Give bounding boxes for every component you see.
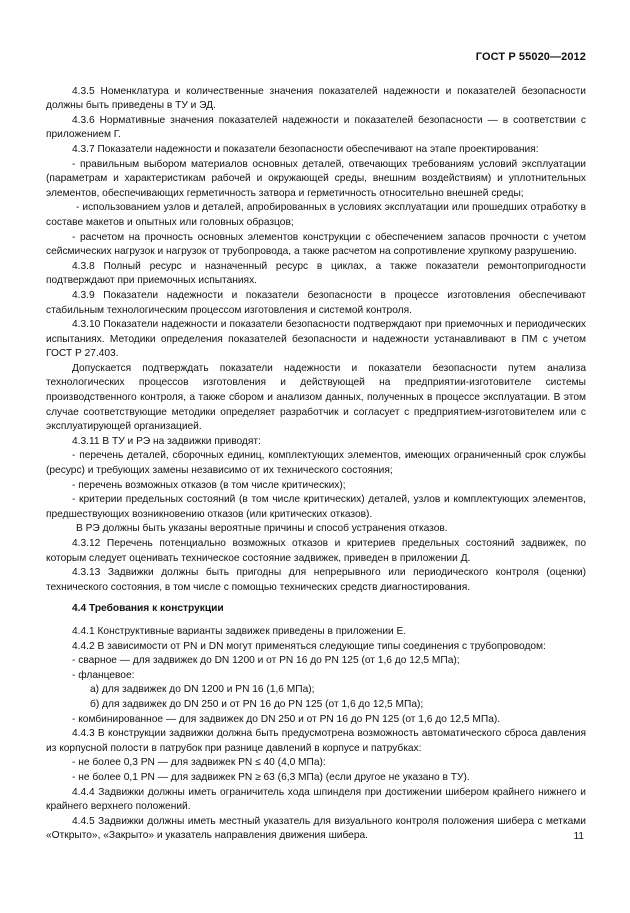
- list-item: - комбинированное — для задвижек до DN 250 и от PN 16 до PN 125 (от 1,6 до 12,5 МПа).: [72, 713, 501, 725]
- paragraph-4-4-2: 4.4.2 В зависимости от PN и DN могут применяться следующие типы соединения с трубопроводом:: [72, 640, 546, 652]
- paragraph-4-3-6: 4.3.6 Нормативные значения показателей надежности и показателей безопасности — в соответствии с приложением Г.: [46, 114, 586, 141]
- list-item: - не более 0,3 PN — для задвижек PN ≤ 40 (4,0 МПа):: [72, 757, 326, 769]
- paragraph-allowance: Допускается подтверждать показатели надежности и показатели безопасности путем анализа технологических процессов изготовления и действующей на предприятии-изготовителе системы производственного контроля, а также сбором и анализом данных, полученных в процессе эксплуатации. В этом случае соответствующие методики определяет разработчик и согласует с предприятием-изготовителем или с эксплуатирующей организацией.: [46, 362, 586, 433]
- list-item: - перечень деталей, сборочных единиц, комплектующих элементов, имеющих ограниченный срок службы (ресурс) и требующих замены независимо от их технического состояния;: [46, 450, 586, 477]
- sub-list-item: б) для задвижек до DN 250 и от PN 16 до PN 125 (от 1,6 до 12,5 МПа);: [90, 698, 424, 710]
- list-item: - фланцевое:: [72, 669, 135, 681]
- paragraph-4-3-8: 4.3.8 Полный ресурс и назначенный ресурс в циклах, а также показатели ремонтопригодности подтверждают при приемочных испытаниях.: [46, 260, 586, 287]
- paragraph-4-3-12: 4.3.12 Перечень потенциально возможных отказов и критериев предельных состояний задвижек, по которым следует оценивать техническое состояние задвижек, приведен в приложении Д.: [46, 538, 586, 564]
- paragraph-4-4-1: 4.4.1 Конструктивные варианты задвижек приведены в приложении Е.: [72, 625, 407, 637]
- paragraph-4-3-5: 4.3.5 Номенклатура и количественные значения показателей надежности и показателей безопасности должны быть приведены в ТУ и ЭД.: [46, 85, 586, 112]
- list-item: - сварное — для задвижек до DN 1200 и от PN 16 до PN 125 (от 1,6 до 12,5 МПа);: [72, 655, 460, 667]
- list-item: - расчетом на прочность основных элементов конструкции с обеспечением запасов прочности с учетом сейсмических нагрузок и нагрузок от трубопровода, а также расчетом на сопротивление хрупкому разрушению.: [46, 231, 586, 258]
- paragraph-4-3-10: 4.3.10 Показатели надежности и показатели безопасности подтверждают при приемочных и периодических испытаниях. Методики определения показателей безопасности и надежности устанавливают в ПМ с учетом ГОСТ Р 27.403.: [46, 319, 586, 360]
- paragraph-4-4-5: 4.4.5 Задвижки должны иметь местный указатель для визуального контроля положения шибера с метками «Открыто», «Закрыто» и указатель направления движения шибера.: [46, 815, 586, 842]
- list-item: - не более 0,1 PN — для задвижек PN ≥ 63 (6,3 МПа) (если другое не указано в ТУ).: [72, 771, 470, 783]
- paragraph-4-3-9: 4.3.9 Показатели надежности и показатели безопасности в процессе изготовления обеспечивают стабильным технологическим процессом изготовления и системой контроля.: [46, 289, 586, 316]
- sub-list-item: а) для задвижек до DN 1200 и PN 16 (1,6 МПа);: [90, 684, 315, 696]
- list-item: - использованием узлов и деталей, апробированных в условиях эксплуатации или прошедших отработку в составе макетов и опытных или головных образцов;: [46, 202, 586, 228]
- list-item: - критерии предельных состояний (в том числе критических) деталей, узлов и комплектующих элементов, предшествующих возникновению отказов (или критических отказов).: [46, 494, 586, 520]
- section-title: 4.4 Требования к конструкции: [72, 603, 224, 615]
- document-header: ГОСТ Р 55020—2012: [475, 51, 586, 63]
- paragraph-4-3-13: 4.3.13 Задвижки должны быть пригодны для непрерывного или периодического контроля (оценки) технического состояния, в том числе с помощью технических средств диагностирования.: [46, 567, 586, 593]
- paragraph-4-4-4: 4.4.4 Задвижки должны иметь ограничитель хода шпинделя при достижении шибером крайнего нижнего и крайнего верхнего положений.: [46, 786, 586, 813]
- list-item: - правильным выбором материалов основных деталей, отвечающих требованиям условий эксплуатации (параметрам и характеристикам рабочей и окружающей среды, внешним воздействиям) и уплотнительных элементов, обеспечивающих герметичность затвора и герметичность относительно внешней среды;: [46, 158, 586, 199]
- paragraph-re-note: В РЭ должны быть указаны вероятные причины и способ устранения отказов.: [76, 523, 448, 535]
- list-item: - перечень возможных отказов (в том числе критических);: [72, 479, 346, 491]
- paragraph-4-3-11: 4.3.11 В ТУ и РЭ на задвижки приводят:: [72, 435, 261, 447]
- paragraph-4-4-3: 4.4.3 В конструкции задвижки должна быть предусмотрена возможность автоматического сброса давления из корпусной полости в патрубок при разнице давлений в корпусе и патрубках:: [46, 728, 586, 754]
- page-number: 11: [573, 831, 584, 842]
- paragraph-4-3-7: 4.3.7 Показатели надежности и показатели безопасности обеспечивают на этапе проектирования:: [72, 143, 539, 155]
